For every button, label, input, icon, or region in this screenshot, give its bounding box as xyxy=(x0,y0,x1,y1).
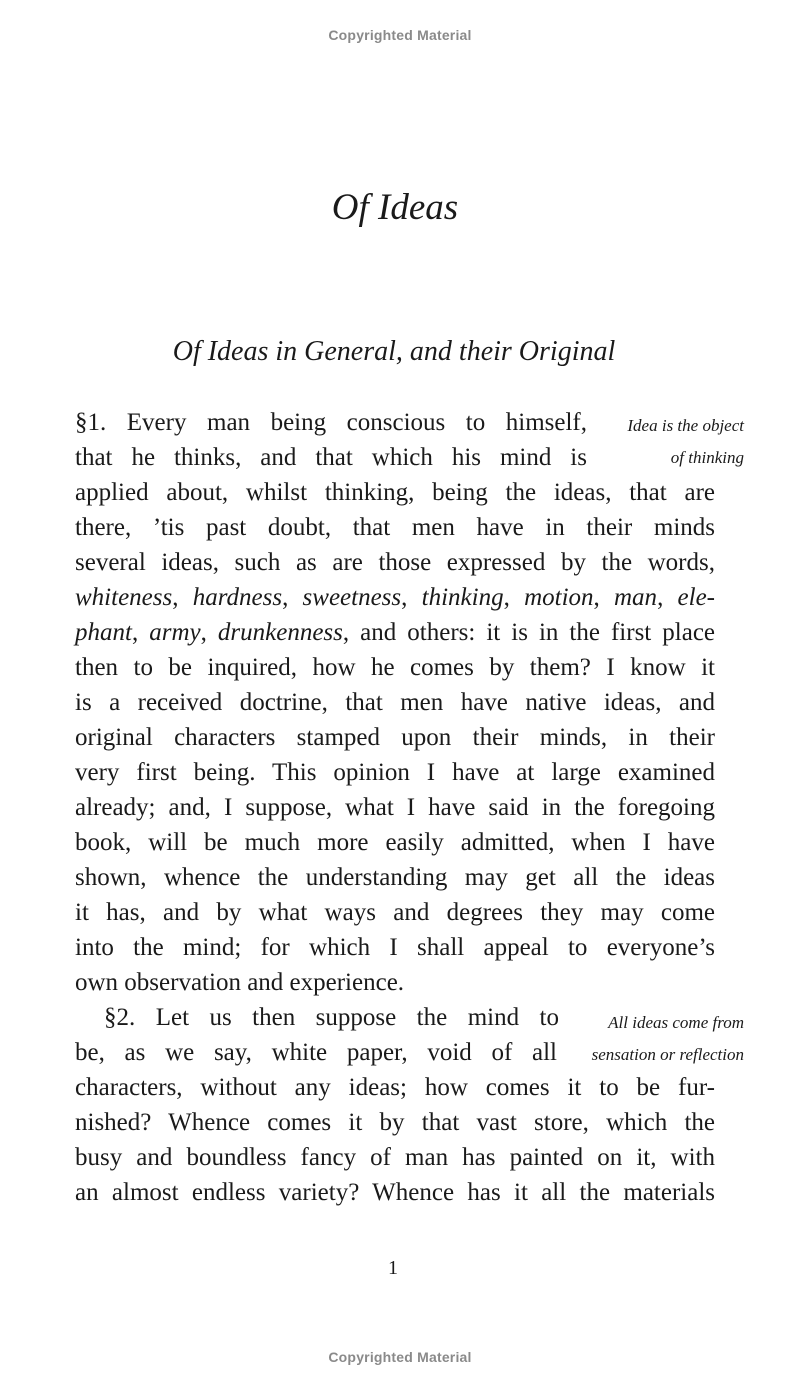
italic-word: sweetness xyxy=(302,584,402,611)
text-line: busy and boundless fancy of man has painted on it, with xyxy=(75,1144,715,1171)
text-line xyxy=(75,580,715,615)
separator: , xyxy=(282,584,303,611)
text-line: shown, whence the understanding may get all the ideas xyxy=(75,864,715,891)
text-line xyxy=(75,615,715,650)
marginal-note: Idea is the object xyxy=(627,416,744,435)
text-line: there, ’tis past doubt, that men have in their minds xyxy=(75,514,715,541)
separator: , xyxy=(657,584,678,611)
separator: , xyxy=(401,584,422,611)
text-line: that he thinks, and that which his mind is xyxy=(75,444,587,471)
text-line: be, as we say, white paper, void of all xyxy=(75,1039,557,1066)
marginal-note: All ideas come from xyxy=(608,1013,744,1032)
text-line: applied about, whilst thinking, being the ideas, that are xyxy=(75,479,715,506)
text-line: own observation and experience. xyxy=(75,969,405,996)
italic-word: whiteness xyxy=(75,584,173,611)
text-line: into the mind; for which I shall appeal to everyone’s xyxy=(75,934,715,961)
marginal-note: of thinking xyxy=(670,448,744,467)
italic-word: drunkenness xyxy=(217,619,343,646)
italic-word: hardness xyxy=(192,584,283,611)
copyright-watermark-top: Copyrighted Material xyxy=(328,27,472,43)
text-line: an almost endless variety? Whence has it all the materials xyxy=(75,1179,715,1206)
text-line: it has, and by what ways and degrees they may come xyxy=(75,899,715,926)
separator: , xyxy=(172,584,193,611)
chapter-title: Of Ideas xyxy=(331,187,459,228)
text-line: then to be inquired, how he comes by them? I know it xyxy=(75,654,715,681)
body-text xyxy=(75,405,715,1210)
text-line: nished? Whence comes it by that vast store, which the xyxy=(75,1109,715,1136)
italic-word: man xyxy=(614,584,658,611)
text-fragment: , and others: it is in the first place xyxy=(342,619,716,646)
italic-word: thinking xyxy=(421,584,504,611)
italic-word: army xyxy=(149,619,201,646)
italic-word: phant xyxy=(75,619,132,646)
text-line: already; and, I suppose, what I have said in the foregoing xyxy=(75,794,715,821)
text-line: §2. Let us then suppose the mind to xyxy=(104,1004,559,1031)
copyright-watermark-bottom: Copyrighted Material xyxy=(328,1349,472,1365)
text-line: §1. Every man being conscious to himself, xyxy=(75,409,587,436)
marginal-note: sensation or reflection xyxy=(591,1045,744,1064)
separator: , xyxy=(131,619,150,646)
italic-word: ele- xyxy=(677,584,716,611)
page-number: 1 xyxy=(388,1257,398,1279)
italic-word: motion xyxy=(524,584,594,611)
section-title: Of Ideas in General, and their Original xyxy=(172,336,616,367)
text-line: is a received doctrine, that men have native ideas, and xyxy=(75,689,715,716)
text-line: book, will be much more easily admitted, when I have xyxy=(75,829,715,856)
separator: , xyxy=(593,584,614,611)
text-line: characters, without any ideas; how comes it to be fur- xyxy=(75,1074,715,1101)
text-line: original characters stamped upon their minds, in their xyxy=(75,724,715,751)
separator: , xyxy=(200,619,218,646)
separator: , xyxy=(503,584,525,611)
text-line: very first being. This opinion I have at large examined xyxy=(75,759,715,786)
text-line: several ideas, such as are those expressed by the words, xyxy=(75,549,715,576)
